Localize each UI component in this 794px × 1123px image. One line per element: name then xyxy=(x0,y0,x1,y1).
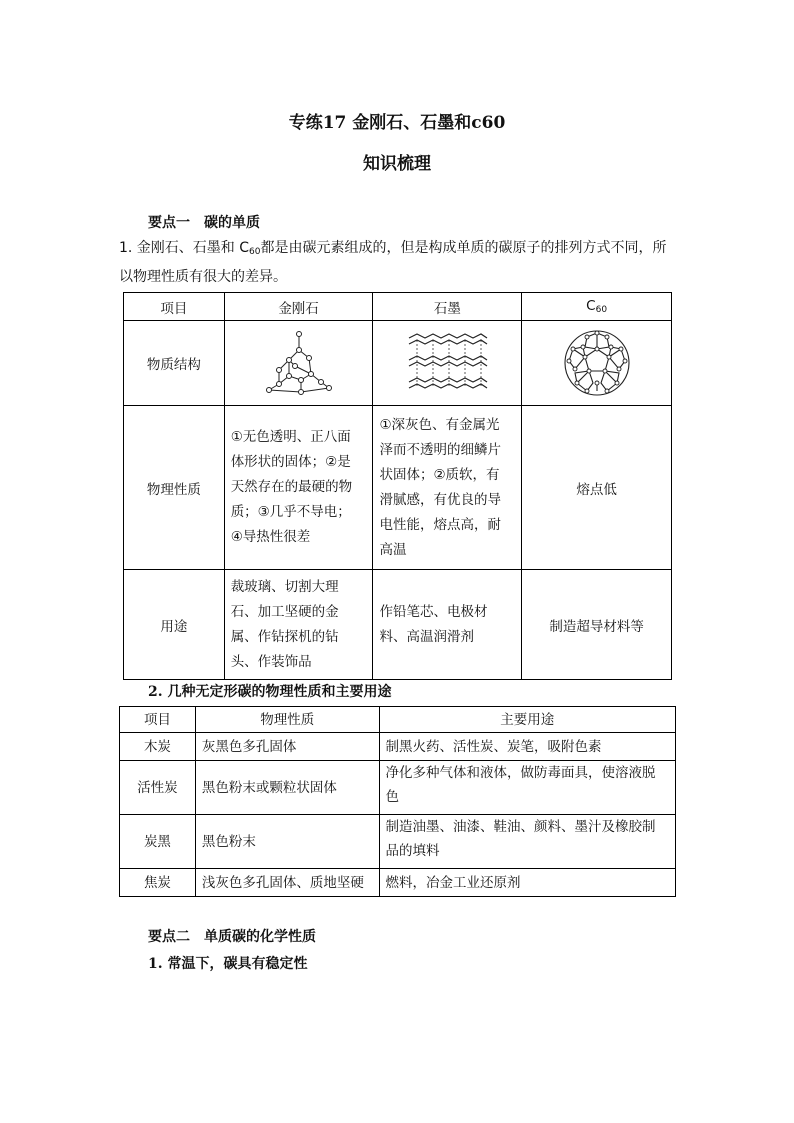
table-header-row xyxy=(124,293,672,321)
item-cell: 炭黑 xyxy=(120,815,196,869)
page-subtitle: 知识梳理 xyxy=(363,154,431,174)
diamond-structure-image xyxy=(259,330,339,396)
amorphous-carbon-table xyxy=(119,706,676,897)
text-line: 状固体；②质软，有 xyxy=(379,466,500,483)
text-line: 制造油墨、油漆、鞋油、颜料、墨汁及橡胶制 xyxy=(385,819,656,835)
item-cell: 焦炭 xyxy=(120,869,196,897)
c60-physical: 熔点低 xyxy=(522,406,672,570)
text-line: 泽而不透明的细鳞片 xyxy=(379,441,501,458)
graphite-usage xyxy=(373,570,522,680)
header-item: 项目 xyxy=(124,293,225,321)
c60-usage: 制造超导材料等 xyxy=(522,570,672,680)
header-use: 主要用途 xyxy=(379,707,675,733)
section-heading-2: 2. 几种无定形碳的物理性质和主要用途 xyxy=(148,684,392,700)
table-row xyxy=(124,570,672,680)
text-line: 作铅笔芯、电极材 xyxy=(379,603,488,620)
carbon-allotropes-table xyxy=(123,292,672,680)
table-row xyxy=(120,815,676,869)
page-title: 专练17 金刚石、石墨和c60 xyxy=(288,113,506,133)
row-label-structure: 物质结构 xyxy=(124,321,225,406)
point-heading: 1. 常温下，碳具有稳定性 xyxy=(148,956,308,972)
use-cell: 制黑火药、活性炭、炭笔，吸附色素 xyxy=(379,733,675,761)
use-cell xyxy=(379,761,675,815)
header-item: 项目 xyxy=(120,707,196,733)
intro-text-end: 都是由碳元素组成的，但是构成单质的碳原子的排列方式不同，所以物理性质有很大的差异。 xyxy=(119,240,667,285)
table-row xyxy=(120,869,676,897)
property-cell: 黑色粉末 xyxy=(195,815,379,869)
text-line: 头、作装饰品 xyxy=(230,653,312,670)
property-cell: 浅灰色多孔固体、质地坚硬 xyxy=(195,869,379,897)
intro-paragraph xyxy=(119,236,679,290)
table-row xyxy=(124,406,672,570)
item-cell: 活性炭 xyxy=(120,761,196,815)
text-line: 滑腻感，有优良的导 xyxy=(379,491,501,508)
text-line: 裁玻璃、切割大理 xyxy=(230,578,339,595)
table-row xyxy=(124,321,672,406)
intro-text-start: 1. 金刚石、石墨和 C xyxy=(119,240,250,256)
text-line: 天然存在的最硬的物 xyxy=(230,479,353,495)
c60-subscript: 60 xyxy=(595,305,608,315)
diamond-physical xyxy=(224,406,373,570)
text-line: 质；③几乎不导电； xyxy=(230,504,351,520)
intro-subscript: 60 xyxy=(249,247,261,257)
table-row xyxy=(120,733,676,761)
text-line: ④导热性很差 xyxy=(230,529,311,545)
header-diamond: 金刚石 xyxy=(224,293,373,321)
text-line: ①深灰色、有金属光 xyxy=(379,416,500,433)
item-cell: 木炭 xyxy=(120,733,196,761)
text-line: 体形状的固体；②是 xyxy=(230,454,351,470)
graphite-structure-image xyxy=(405,332,489,394)
text-line: 色 xyxy=(385,789,400,805)
text-line: 高温 xyxy=(379,541,407,558)
property-cell: 黑色粉末或颗粒状固体 xyxy=(195,761,379,815)
header-property: 物理性质 xyxy=(195,707,379,733)
table-row xyxy=(120,761,676,815)
row-label-physical: 物理性质 xyxy=(124,406,225,570)
c60-letter: C xyxy=(586,298,596,314)
table-header-row xyxy=(120,707,676,733)
text-line: 电性能，熔点高，耐 xyxy=(379,516,501,533)
text-line: 净化多种气体和液体，做防毒面具，使溶液脱 xyxy=(385,765,656,781)
row-label-usage: 用途 xyxy=(124,570,225,680)
text-line: 属、作钻探机的钻 xyxy=(230,628,339,645)
use-cell: 燃料，冶金工业还原剂 xyxy=(379,869,675,897)
diamond-structure-cell xyxy=(224,321,373,406)
section-heading-3: 要点二 单质碳的化学性质 xyxy=(148,929,316,945)
graphite-physical xyxy=(373,406,522,570)
header-c60 xyxy=(522,293,672,321)
text-line: 石、加工坚硬的金 xyxy=(230,603,339,620)
c60-structure-cell xyxy=(522,321,672,406)
use-cell xyxy=(379,815,675,869)
text-line: 料、高温润滑剂 xyxy=(379,628,474,645)
c60-structure-image xyxy=(561,327,633,399)
graphite-structure-cell xyxy=(373,321,522,406)
text-line: ①无色透明、正八面 xyxy=(230,429,351,445)
header-graphite: 石墨 xyxy=(373,293,522,321)
diamond-usage xyxy=(224,570,373,680)
section-heading-1: 要点一 碳的单质 xyxy=(148,215,260,231)
property-cell: 灰黑色多孔固体 xyxy=(195,733,379,761)
text-line: 品的填料 xyxy=(385,843,440,859)
